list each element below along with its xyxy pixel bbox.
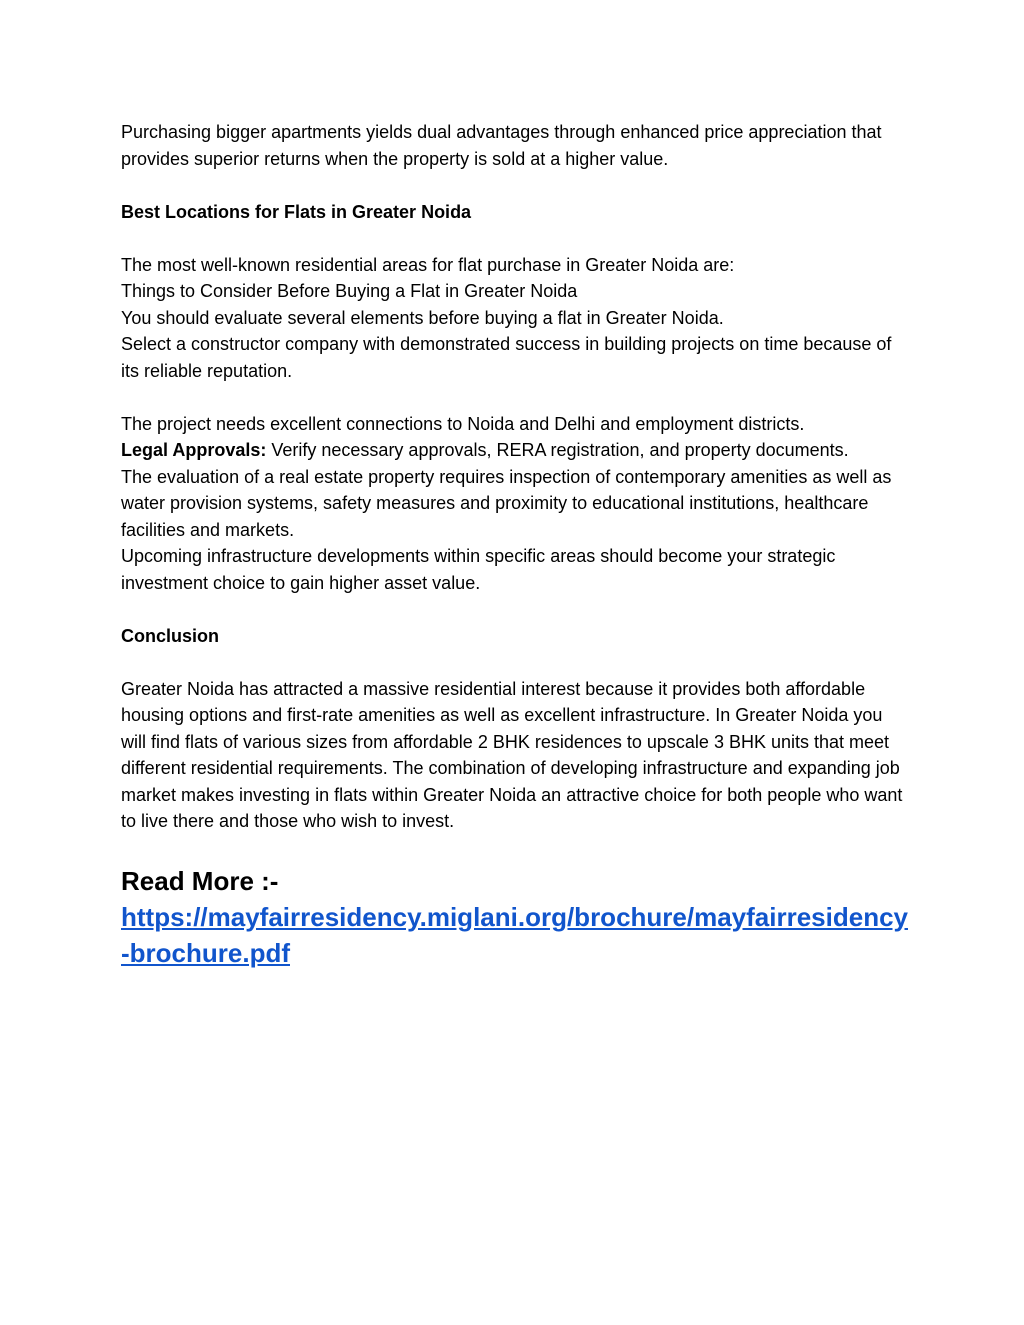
read-more-section [121,863,911,971]
best-locations-heading: Best Locations for Flats in Greater Noida [121,201,472,222]
spacer [121,384,911,411]
spacer [121,596,911,623]
document-page [121,119,911,971]
best-locations-line: The most well-known residential areas for flat purchase in Greater Noida are: [121,254,735,275]
amenities-line: The evaluation of a real estate property requires inspection of contemporary amenities as well as water provision systems, safety measures and proximity to educational institutions, healthcare facilities and markets. [121,466,892,540]
spacer [121,172,911,199]
conclusion-paragraph: Greater Noida has attracted a massive residential interest because it provides both affordable housing options and first-rate amenities as well as excellent infrastructure. In Greater Noida you will find flats of various sizes from affordable 2 BHK residences to upscale 3 BHK units that meet different residential requirements. The combination of developing infrastructure and expanding job market makes investing in flats within Greater Noida an attractive choice for both people who want to live there and those who wish to invest. [121,678,903,831]
constructor-line: Select a constructor company with demonstrated success in building projects on time because of its reliable reputation. [121,334,892,381]
legal-approvals-line [121,437,911,464]
infrastructure-line: Upcoming infrastructure developments within specific areas should become your strategic investment choice to gain higher asset value. [121,546,836,593]
spacer [121,225,911,252]
connectivity-line: The project needs excellent connections to Noida and Delhi and employment districts. [121,413,805,434]
legal-approvals-label: Legal Approvals: [121,440,267,460]
conclusion-heading: Conclusion [121,625,219,646]
considerations-subheading: Things to Consider Before Buying a Flat in Greater Noida [121,281,578,301]
read-more-label: Read More :- [121,865,279,896]
evaluate-line: You should evaluate several elements before buying a flat in Greater Noida. [121,307,724,328]
legal-approvals-text: Verify necessary approvals, RERA registration, and property documents. [266,440,849,460]
brochure-link[interactable]: https://mayfairresidency.miglani.org/brochure/mayfairresidency-brochure.pdf [121,901,908,968]
intro-paragraph: Purchasing bigger apartments yields dual advantages through enhanced price appreciation that provides superior returns when the property is sold at a higher value. [121,122,882,169]
spacer [121,649,911,676]
